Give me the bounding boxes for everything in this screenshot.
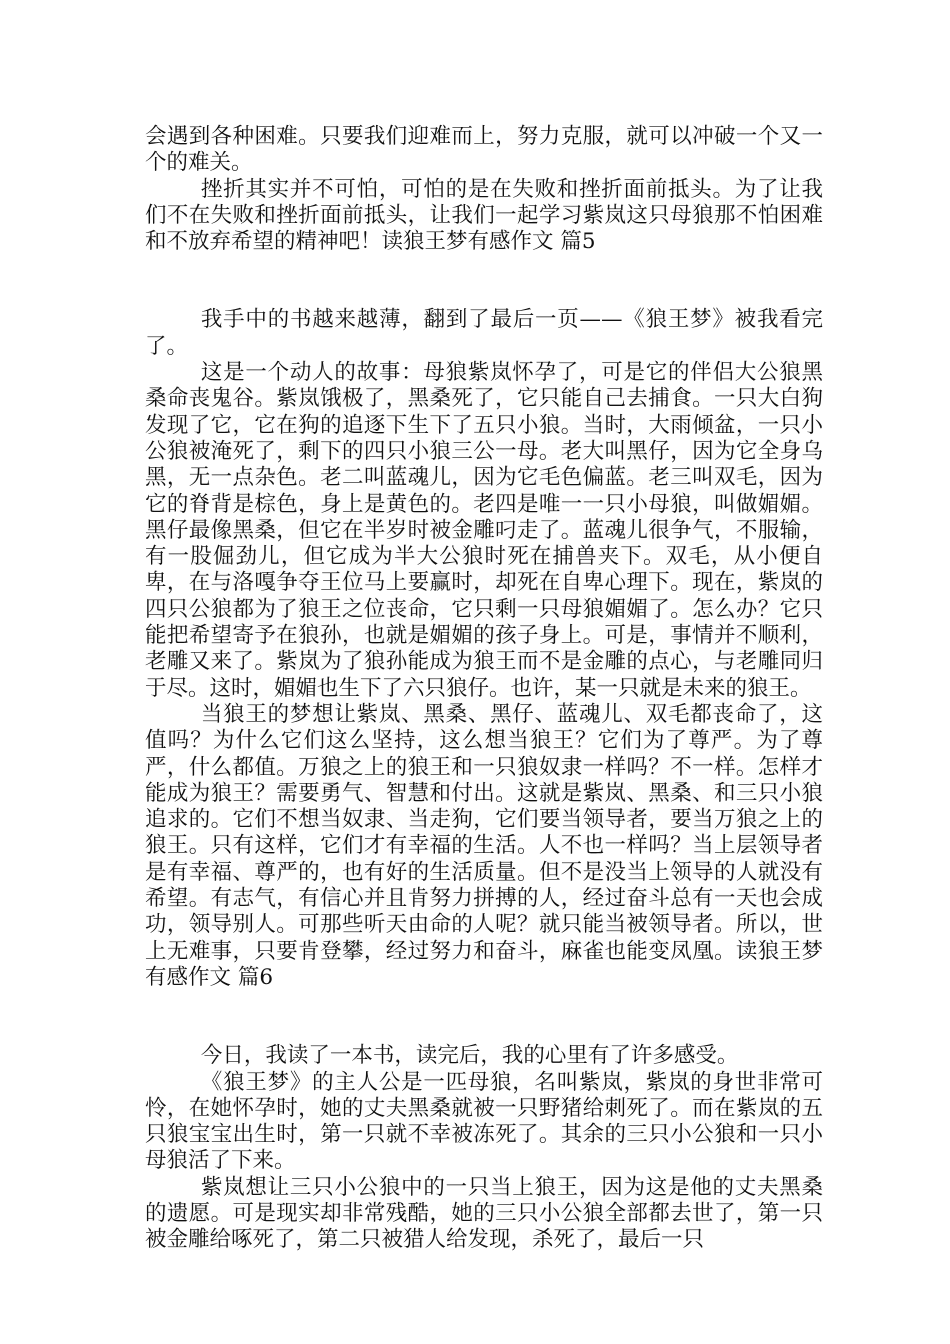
paragraph-4: 这是一个动人的故事：母狼紫岚怀孕了，可是它的伴侣大公狼黑桑命丧鬼谷。紫岚饿极了，黑桑死了，它只能自己去捕食。一只大白狗发现了它，它在狗的追逐下生下了五只小狼。当时，大雨倾盆，一只小公狼被淹死了，剩下的四只小狼三公一母。老大叫黑仔，因为它全身乌黑，无一点杂色。老二叫蓝魂儿，因为它毛色偏蓝。老三叫双毛，因为它的脊背是棕色，身上是黄色的。老四是唯一一只小母狼，叫做媚媚。黑仔最像黑桑，但它在半岁时被金雕叼走了。蓝魂儿很争气，不服输，有一股倔劲儿，但它成为半大公狼时死在捕兽夹下。双毛，从小便自卑，在与洛嘎争夺王位马上要赢时，却死在自卑心理下。现在，紫岚的四只公狼都为了狼王之位丧命，它只剩一只母狼媚媚了。怎么办？它只能把希望寄予在狼孙，也就是媚媚的孩子身上。可是，事情并不顺利，老雕又来了。紫岚为了狼孙能成为狼王而不是金雕的点心，与老雕同归于尽。这时，媚媚也生下了六只狼仔。也许，某一只就是未来的狼王。 bbox=[145, 360, 823, 701]
section-gap bbox=[145, 991, 823, 1043]
paragraph-2: 挫折其实并不可怕，可怕的是在失败和挫折面前抵头。为了让我们不在失败和挫折面前抵头，让我们一起学习紫岚这只母狼那不怕困难和不放弃希望的精神吧！读狼王梦有感作文 篇5 bbox=[145, 176, 823, 255]
paragraph-3: 我手中的书越来越薄，翻到了最后一页——《狼王梦》被我看完了。 bbox=[145, 307, 823, 359]
section-gap bbox=[145, 255, 823, 307]
paragraph-8: 紫岚想让三只小公狼中的一只当上狼王，因为这是他的丈夫黑桑的遗愿。可是现实却非常残酷，她的三只小公狼全部都去世了，第一只被金雕给啄死了，第二只被猎人给发现，杀死了，最后一只 bbox=[145, 1174, 823, 1253]
paragraph-6: 今日，我读了一本书，读完后，我的心里有了许多感受。 bbox=[200, 1043, 739, 1069]
document-body bbox=[145, 124, 823, 1254]
paragraph-7: 《狼王梦》的主人公是一匹母狼，名叫紫岚，紫岚的身世非常可怜，在她怀孕时，她的丈夫黑桑就被一只野猪给刺死了。而在紫岚的五只狼宝宝出生时，第一只就不幸被冻死了。其余的三只小公狼和一只小母狼活了下来。 bbox=[145, 1069, 823, 1174]
paragraph-1: 会遇到各种困难。只要我们迎难而上，努力克服，就可以冲破一个又一个的难关。 bbox=[145, 124, 823, 176]
paragraph-5: 当狼王的梦想让紫岚、黑桑、黑仔、蓝魂儿、双毛都丧命了，这值吗？为什么它们这么坚持，这么想当狼王？它们为了尊严。为了尊严，什么都值。万狼之上的狼王和一只狼奴隶一样吗？不一样。怎样才能成为狼王？需要勇气、智慧和付出。这就是紫岚、黑桑、和三只小狼追求的。它们不想当奴隶、当走狗，它们要当领导者，要当万狼之上的狼王。只有这样，它们才有幸福的生活。人不也一样吗？当上层领导者是有幸福、尊严的，也有好的生活质量。但不是没当上领导的人就没有希望。有志气，有信心并且肯努力拼搏的人，经过奋斗总有一天也会成功，领导别人。可那些听天由命的人呢？就只能当被领导者。所以，世上无难事，只要肯登攀，经过努力和奋斗，麻雀也能变凤凰。读狼王梦有感作文 篇6 bbox=[145, 701, 823, 990]
